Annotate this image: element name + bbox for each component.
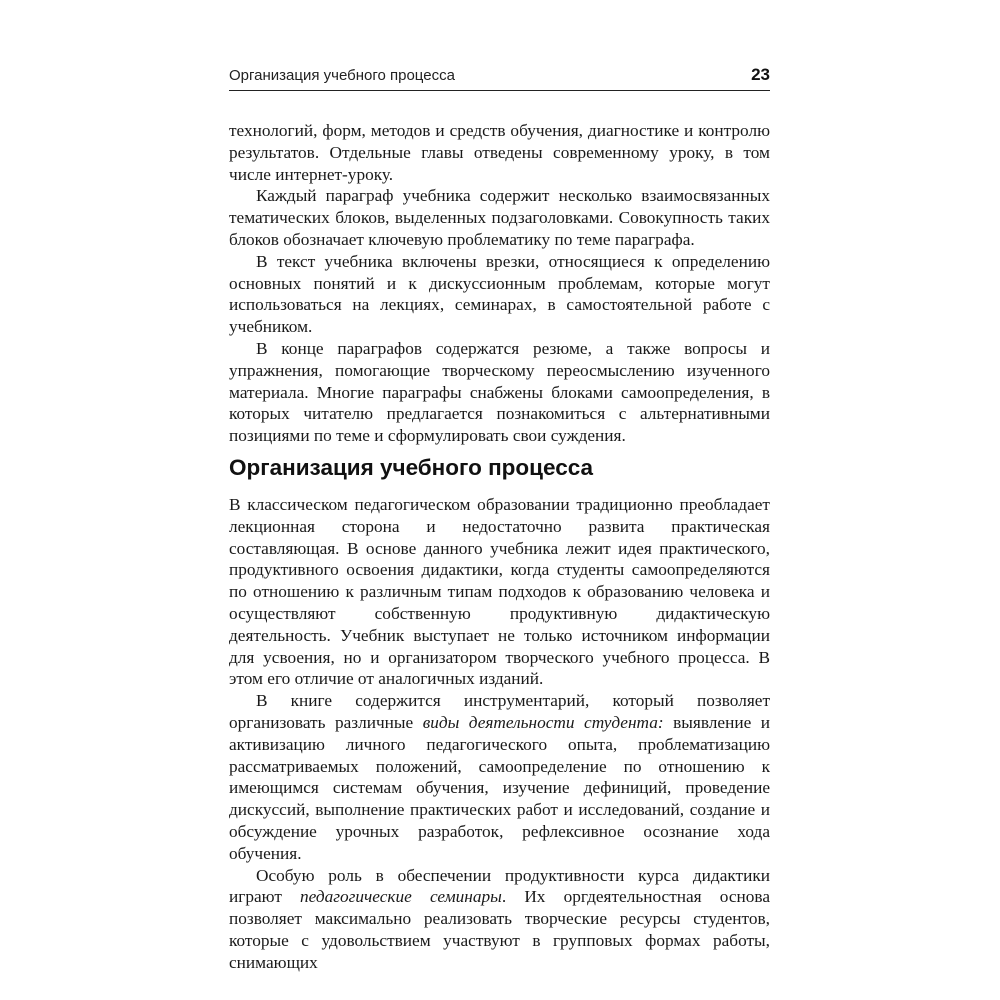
section-paragraph-3-emphasis: педагогические семинары [300,887,502,907]
intro-paragraph-3: В текст учебника включены врезки, относящиеся к определению основных понятий и к дискуссионным проблемам, которые могут использоваться на лекциях, семинарах, в самостоятельной работе с учебником. [229,251,770,337]
running-title: Организация учебного процесса [229,67,455,84]
section-paragraph-3-start: Особую роль в обеспечении продуктивности курса дидактики играют [229,865,770,907]
intro-paragraph-2: Каждый параграф учебника содержит несколько взаимосвязанных тематических блоков, выделенных подзаголовками. Совокупность таких блоков обозначает ключевую проблематику по теме параграфа. [229,186,770,249]
section-paragraph-1: В классическом педагогическом образовании традиционно преобладает лекционная сторона и недостаточно развита практическая составляющая. В основе данного учебника лежит идея практического, продуктивного освоения дидактики, когда студенты самоопределяются по отношению к различным типам подходов к образованию человека и осуществляют собственную продуктивную дидактическую деятельность. Учебник выступает не только источником информации для усвоения, но и организатором творческого учебного процесса. В этом его отличие от аналогичных изданий. [229,495,770,689]
section-paragraph-2-emphasis: виды деятельности студента: [422,712,664,732]
section-paragraph-3-end: . Их оргдеятельностная основа позволяет максимально реализовать творческие ресурсы студентов, которые с удовольствием участвуют в групповых формах работы, снимающих [229,887,770,972]
intro-paragraph-4: В конце параграфов содержатся резюме, а также вопросы и упражнения, помогающие творческому переосмыслению изученного материала. Многие параграфы снабжены блоками самоопределения, в которых читателю предлагается познакомиться с альтернативными позициями по теме и сформулировать свои суждения. [229,338,770,446]
intro-paragraph-1: технологий, форм, методов и средств обучения, диагностике и контролю результатов. Отдельные главы отведены современному уроку, в том числе интернет-уроку. [229,121,770,184]
section-paragraph-3 [229,865,770,974]
section-text-block [229,494,770,974]
page-number: 23 [751,65,770,84]
running-header [229,62,770,91]
section-heading: Организация учебного процесса [229,455,594,480]
section-paragraph-2-end: выявление и активизацию личного педагогического опыта, проблематизацию рассматриваемых положений, самоопределение по отношению к имеющимся системам обучения, изучение дефиниций, проведение дискуссий, выполнение практических работ и исследований, создание и обсуждение урочных разработок, рефлексивное осознание хода обучения. [229,712,770,863]
section-paragraph-2-start: В книге содержится инструментарий, который позволяет организовать различные [229,691,770,732]
section-paragraph-2 [229,690,770,864]
intro-text-block [229,120,770,447]
